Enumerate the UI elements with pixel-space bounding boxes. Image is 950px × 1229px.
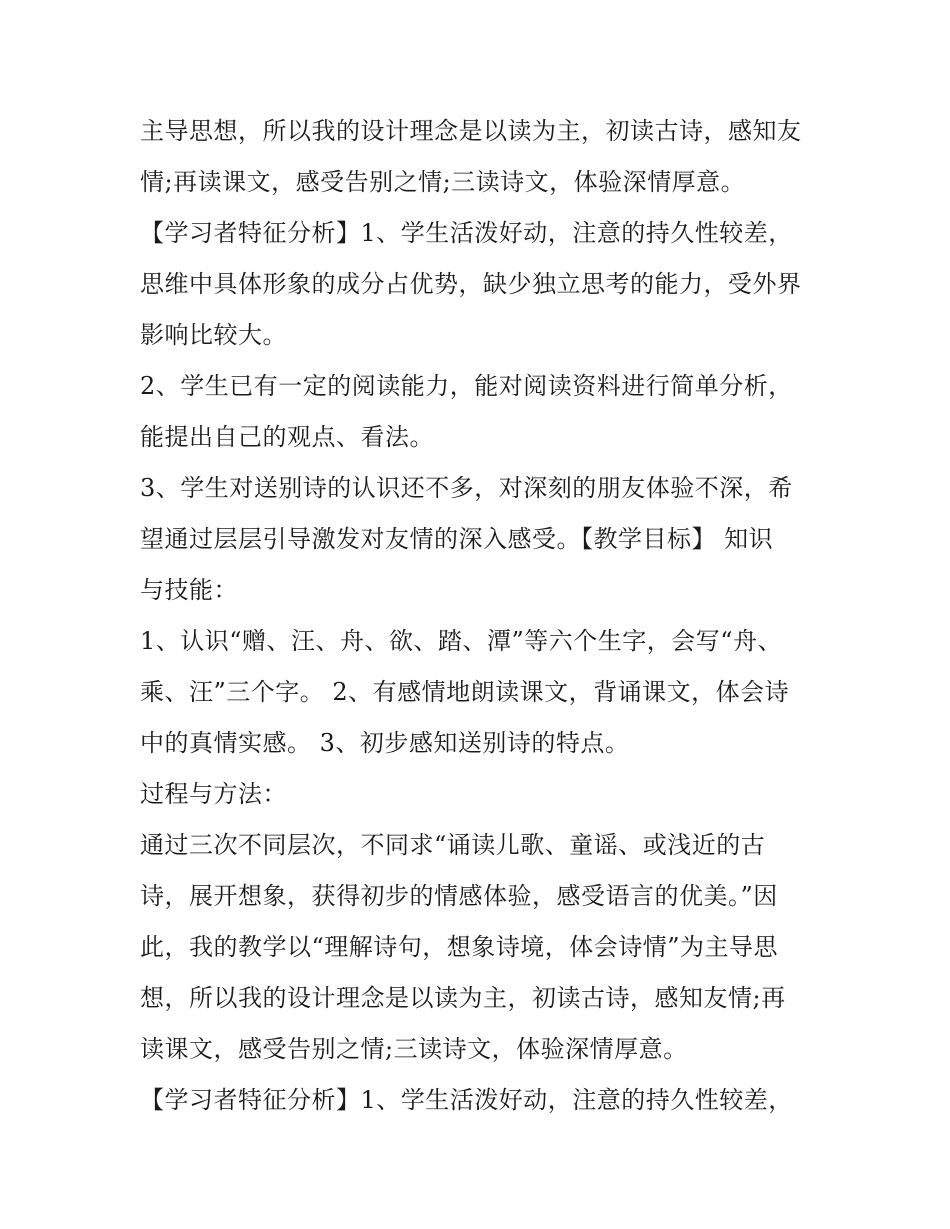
text-line: 望通过层层引导激发对友情的深入感受。【教学目标】 知识 <box>140 525 774 553</box>
text-line: 【学习者特征分析】1、学生活泼好动，注意的持久性较差， <box>140 219 793 247</box>
text-line: 与技能： <box>140 576 238 604</box>
text-line: 2、学生已有一定的阅读能力，能对阅读资料进行简单分析， <box>140 372 793 400</box>
text-line: 过程与方法： <box>140 780 287 808</box>
text-line: 想，所以我的设计理念是以读为主，初读古诗，感知友情;再 <box>140 984 786 1012</box>
text-line: 1、认识“赠、汪、舟、欲、踏、潭”等六个生字，会写“舟、 <box>140 627 783 655</box>
text-line: 读课文，感受告别之情;三读诗文，体验深情厚意。 <box>140 1035 688 1063</box>
text-line: 思维中具体形象的成分占优势，缺少独立思考的能力，受外界 <box>140 270 802 298</box>
text-line: 影响比较大。 <box>140 321 287 349</box>
text-line: 主导思想，所以我的设计理念是以读为主，初读古诗，感知友 <box>140 117 802 145</box>
text-line: 乘、汪”三个字。 2、有感情地朗读课文，背诵课文，体会诗 <box>140 678 790 706</box>
text-line: 诗，展开想象，获得初步的情感体验，感受语言的优美。”因 <box>140 882 778 910</box>
text-line: 通过三次不同层次，不同求“诵读儿歌、童谣、或浅近的古 <box>140 831 766 859</box>
text-line: 能提出自己的观点、看法。 <box>140 423 434 451</box>
text-line: 【学习者特征分析】1、学生活泼好动，注意的持久性较差， <box>140 1086 793 1114</box>
text-line: 中的真情实感。 3、初步感知送别诗的特点。 <box>140 729 630 757</box>
text-line: 情;再读课文，感受告别之情;三读诗文，体验深情厚意。 <box>140 168 746 196</box>
text-line: 此，我的教学以“理解诗句，想象诗境，体会诗情”为主导思 <box>140 933 779 961</box>
text-line: 3、学生对送别诗的认识还不多，对深刻的朋友体验不深，希 <box>140 474 793 502</box>
